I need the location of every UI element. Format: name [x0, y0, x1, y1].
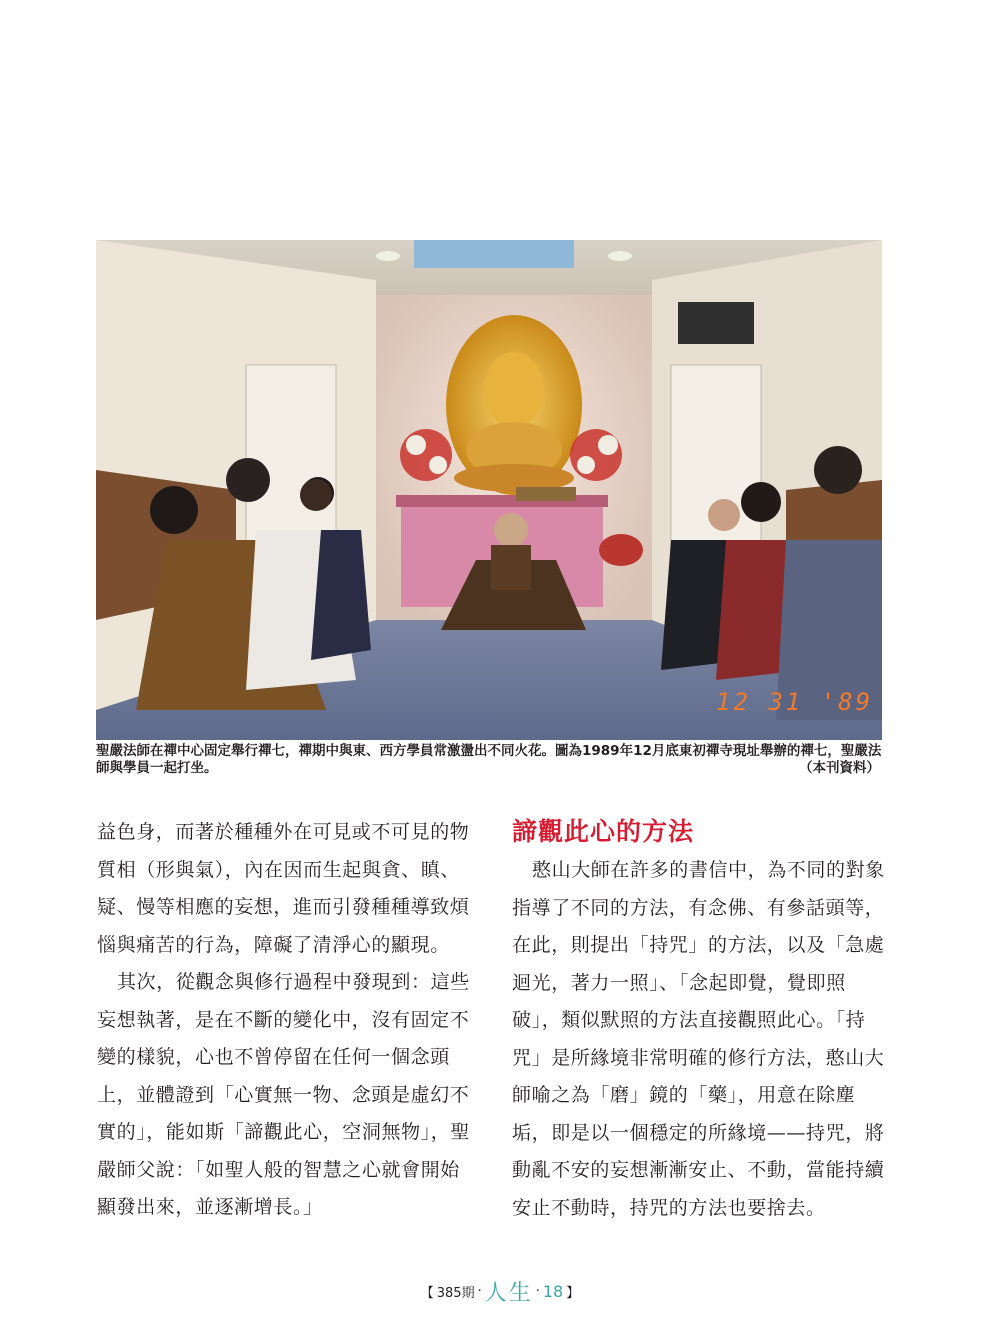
left-column	[97, 814, 477, 1227]
magazine-logo: 人生	[484, 1281, 533, 1306]
page-number: 18	[542, 1282, 564, 1301]
photo-caption	[96, 743, 888, 777]
footer-dot-2: ·	[535, 1284, 540, 1299]
caption-line-2: 師與學員一起打坐。	[96, 760, 218, 776]
caption-line-1: 聖嚴法師在禪中心固定舉行禪七，禪期中與東、西方學員常激盪出不同火花。圖為1989年12月底東初禪寺現址舉辦的禪七，聖嚴法	[96, 743, 882, 759]
right-paragraph-1: 憨山大師在許多的書信中，為不同的對象指導了不同的方法，有念佛、有參話頭等，在此，則提出「持咒」的方法，以及「急處迴光，著力一照」、「念起即覺，覺即照破」，類似默照的方法直接觀照此心。「持咒」是所緣境非常明確的修行方法，憨山大師喻之為「磨」鏡的「藥」，用意在除塵垢，即是以一個穩定的所緣境——持咒，將動亂不安的妄想漸漸安止、不動，當能持續安止不動時，持咒的方法也要捨去。	[512, 859, 885, 1219]
date-stamp: 12 31 '89	[716, 688, 874, 716]
footer-dot-1: ·	[477, 1284, 482, 1299]
right-column	[512, 814, 892, 1227]
left-paragraph-1: 益色身，而著於種種外在可見或不可見的物質相（形與氣），內在因而生起與貪、瞋、疑、慢等相應的妄想，進而引發種種導致煩惱與痛苦的行為，障礙了清淨心的顯現。	[97, 821, 470, 956]
footer-issue: 385期	[436, 1286, 475, 1301]
page-footer	[0, 1276, 1000, 1307]
meditation-hall-photo	[96, 240, 882, 740]
section-heading: 諦觀此心的方法	[512, 817, 695, 846]
footer-left-bracket: 【	[420, 1286, 434, 1301]
left-paragraph-2: 其次，從觀念與修行過程中發現到：這些妄想執著，是在不斷的變化中，沒有固定不變的樣貌，心也不曾停留在任何一個念頭上，並體證到「心實無一物、念頭是虛幻不實的」，能如斯「諦觀此心，空洞無物」，聖嚴師父說：「如聖人般的智慧之心就會開始顯發出來，並逐漸增長。」	[97, 971, 471, 1218]
photo-illustration	[96, 240, 882, 740]
footer-right-bracket: 】	[566, 1286, 580, 1301]
caption-credit: （本刊資料）	[799, 760, 880, 776]
